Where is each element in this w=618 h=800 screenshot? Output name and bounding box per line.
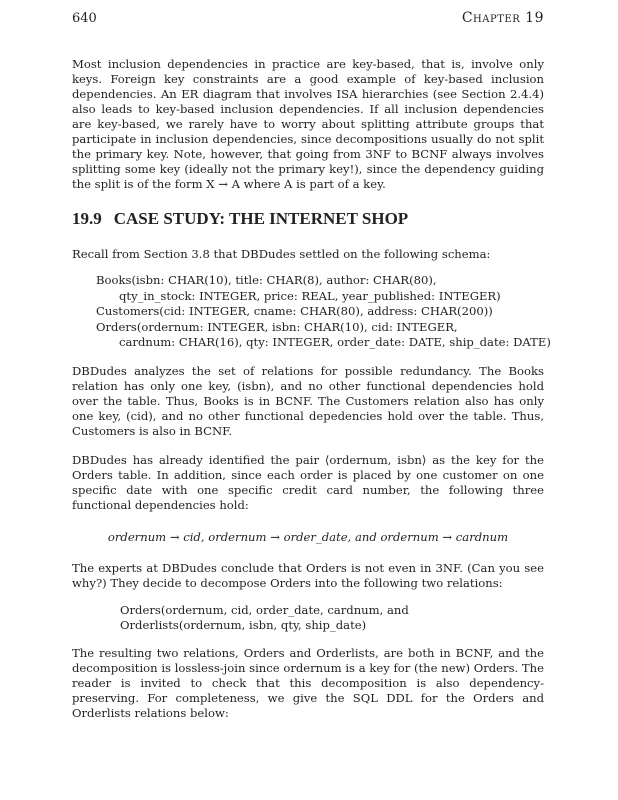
schema-books-line-2: qty_in_stock: INTEGER, price: REAL, year_published: INTEGER)	[119, 288, 501, 303]
book-page	[72, 10, 551, 721]
section-number: 19.9	[72, 209, 102, 228]
decomposed-relations	[120, 603, 544, 633]
relation-orders: Orders(ordernum, cid, order_date, cardnum, and	[120, 602, 409, 617]
paragraph-intro: Recall from Section 3.8 that DBDudes settled on the following schema:	[72, 247, 491, 261]
schema-orders-line-1: Orders(ordernum: INTEGER, isbn: CHAR(10), cid: INTEGER,	[96, 319, 458, 334]
paragraph-conclusion: The resulting two relations, Orders and Orderlists, are both in BCNF, and the decomposition is lossless-join since ordernum is a key for (the new) Orders. The reader is invited to check that this decomposition is also dependency-preserving. For completeness, we give the SQL DDL for the Orders and Orderlists relations below:	[72, 645, 544, 720]
page-header	[72, 10, 544, 32]
section-title: CASE STUDY: THE INTERNET SHOP	[113, 209, 409, 228]
relation-orderlists: Orderlists(ordernum, isbn, qty, ship_date)	[120, 617, 367, 632]
schema-books-line-1: Books(isbn: CHAR(10), title: CHAR(8), author: CHAR(80),	[96, 273, 437, 287]
chapter-label: Chapter 19	[461, 10, 544, 26]
functional-dependency-line: ordernum → cid, ordernum → order_date, and ordernum → cardnum	[107, 529, 509, 544]
paragraph-redundancy-analysis: DBDudes analyzes the set of relations for possible redundancy. The Books relation has only one key, (isbn), and no other functional dependencies hold over the table. Thus, Books is in BCNF. The Customers relation also has only one key, (cid), and no other functional depedencies hold over the table. Thus, Customers is also in BCNF.	[72, 363, 544, 438]
schema-orders-line-2: cardnum: CHAR(16), qty: INTEGER, order_date: DATE, ship_date: DATE)	[119, 335, 551, 349]
paragraph-functional-dependencies: DBDudes has already identified the pair ⟨ordernum, isbn⟩ as the key for the Orders table. In addition, since each order is placed by one customer on one specific date with one specific credit card number, the following three functional dependencies hold:	[72, 452, 544, 512]
schema-customers-line: Customers(cid: INTEGER, cname: CHAR(80), address: CHAR(200))	[96, 304, 493, 318]
schema-block	[96, 273, 551, 351]
paragraph-inclusion-dependencies: Most inclusion dependencies in practice are key-based, that is, involve only keys. Foreign key constraints are a good example of key-based inclusion dependencies. An ER diagram that involves ISA hierarchies (see Section 2.4.4) also leads to key-based inclusion dependencies. If all inclusion dependencies are key-based, we rarely have to worry about splitting attribute groups that participate in inclusion dependencies, since decompositions usually do not split the primary key. Note, however, that going from 3NF to BCNF always involves splitting some key (ideally not the primary key!), since the dependency guiding the split is of the form X → A where A is part of a key.	[72, 57, 544, 191]
page-number: 640	[72, 11, 97, 26]
paragraph-decomposition: The experts at DBDudes conclude that Orders is not even in 3NF. (Can you see why?) They decide to decompose Orders into the following two relations:	[72, 560, 544, 590]
section-heading	[72, 209, 544, 229]
